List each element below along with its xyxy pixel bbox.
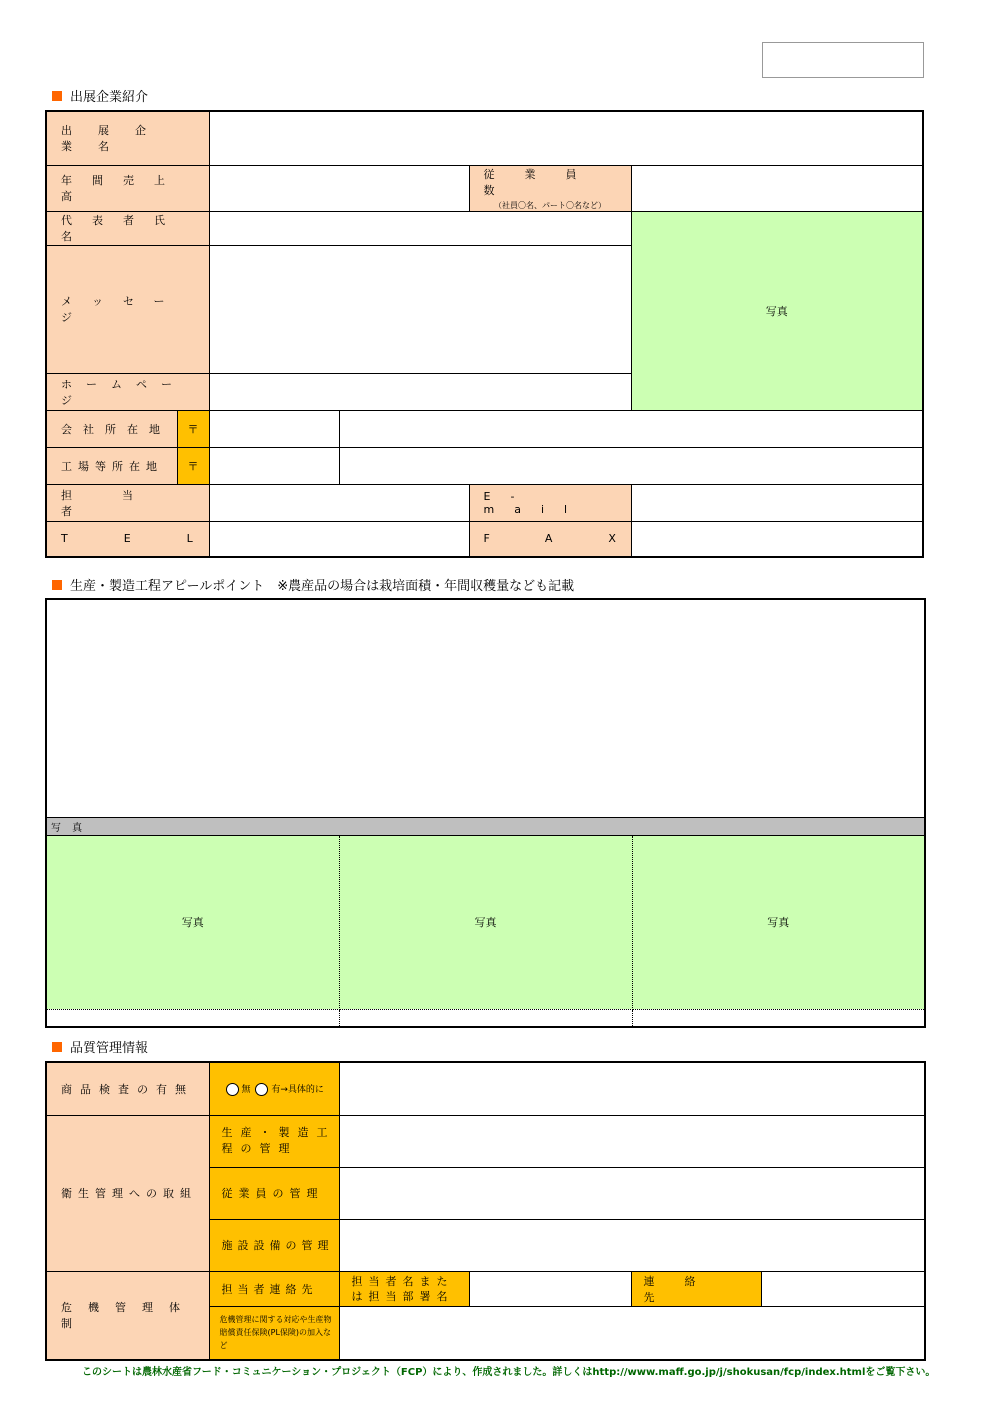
- section-heading-company: [52, 86, 148, 105]
- representative-label: 代表者氏名: [46, 211, 209, 245]
- option-no-radio[interactable]: [226, 1083, 239, 1096]
- quality-table: [45, 1061, 926, 1361]
- crisis-contact-field[interactable]: [761, 1271, 925, 1306]
- crisis-person-field[interactable]: [469, 1271, 631, 1306]
- photo-label: 写真: [765, 304, 788, 318]
- crisis-person-label: 担当者名または担当部署名: [339, 1271, 469, 1306]
- option-yes-radio[interactable]: [255, 1083, 268, 1096]
- section-marker-icon: [52, 91, 62, 101]
- section-title: 生産・製造工程アピールポイント ※農産品の場合は栽培面積・年間収穫量なども記載: [70, 579, 575, 594]
- appeal-caption-2[interactable]: [339, 1009, 632, 1027]
- email-field[interactable]: [631, 484, 923, 521]
- crisis-insurance-label: 危機管理に関する対応や生産物賠償責任保険(PL保険)の加入など: [209, 1306, 339, 1360]
- office-address-field[interactable]: [339, 410, 923, 447]
- appeal-caption-1[interactable]: [46, 1009, 339, 1027]
- tel-label: TEL: [46, 521, 209, 557]
- fax-label: FAX: [469, 521, 631, 557]
- factory-address-field[interactable]: [339, 447, 923, 484]
- company-name-field[interactable]: [209, 111, 923, 165]
- crisis-contact-label: 担当者連絡先: [209, 1271, 339, 1306]
- employees-field[interactable]: [631, 165, 923, 211]
- section-title: 出展企業紹介: [70, 90, 149, 105]
- office-address-label: 会社所在地: [46, 410, 177, 447]
- hygiene-staff-label: 従業員の管理: [209, 1167, 339, 1219]
- homepage-label: ホームページ: [46, 373, 209, 410]
- fax-field[interactable]: [631, 521, 923, 557]
- annual-sales-field[interactable]: [209, 165, 469, 211]
- representative-field[interactable]: [209, 211, 631, 245]
- appeal-photo-1[interactable]: 写真: [46, 835, 339, 1009]
- contact-person-field[interactable]: [209, 484, 469, 521]
- message-field[interactable]: [209, 245, 631, 373]
- appeal-caption-3[interactable]: [632, 1009, 925, 1027]
- hygiene-facility-field[interactable]: [339, 1219, 925, 1271]
- inspection-detail-field[interactable]: [339, 1062, 925, 1115]
- appeal-photo-3[interactable]: 写真: [632, 835, 925, 1009]
- section-heading-appeal: [52, 575, 574, 594]
- hygiene-staff-field[interactable]: [339, 1167, 925, 1219]
- hygiene-process-label: 生産・製造工程の管理: [209, 1115, 339, 1167]
- company-info-table: [45, 110, 924, 558]
- hygiene-facility-label: 施設設備の管理: [209, 1219, 339, 1271]
- factory-postal-mark: 〒: [177, 447, 209, 484]
- employees-label: 従業員数 （社員〇名、パート〇名など）: [469, 165, 631, 211]
- crisis-insurance-field[interactable]: [339, 1306, 925, 1360]
- crisis-contact-to-label: 連絡先: [631, 1271, 761, 1306]
- section-marker-icon: [52, 580, 62, 590]
- hygiene-label: 衛生管理への取組: [46, 1115, 209, 1271]
- message-label: メッセージ: [46, 245, 209, 373]
- homepage-field[interactable]: [209, 373, 631, 410]
- document-number-box[interactable]: [762, 42, 924, 78]
- office-postal-code-field[interactable]: [209, 410, 339, 447]
- inspection-options: [209, 1062, 339, 1115]
- appeal-text-field[interactable]: [46, 599, 925, 817]
- inspection-label: 商品検査の有無: [46, 1062, 209, 1115]
- section-heading-quality: [52, 1037, 148, 1056]
- appeal-table: [45, 598, 926, 1028]
- company-name-label: 出展企業名: [46, 111, 209, 165]
- footer-note: このシートは農林水産省フード・コミュニケーション・プロジェクト（FCP）により、作成されました。詳しくはhttp://www.maff.go.jp/j/shokusan/fcp/index.htmlをご覧下さい。: [82, 1367, 936, 1378]
- hygiene-process-field[interactable]: [339, 1115, 925, 1167]
- section-marker-icon: [52, 1042, 62, 1052]
- contact-person-label: 担当者: [46, 484, 209, 521]
- company-photo[interactable]: [631, 211, 923, 410]
- photo-bar: 写 真: [46, 817, 925, 835]
- option-yes-label: 有→具体的に: [271, 1084, 324, 1095]
- annual-sales-label: 年間売上高: [46, 165, 209, 211]
- email-label: E-mail: [469, 484, 631, 521]
- factory-address-label: 工場等所在地: [46, 447, 177, 484]
- section-title: 品質管理情報: [70, 1041, 149, 1056]
- option-no-label: 無: [241, 1084, 251, 1095]
- appeal-photo-2[interactable]: 写真: [339, 835, 632, 1009]
- crisis-label: 危機管理体制: [46, 1271, 209, 1360]
- employees-note: （社員〇名、パート〇名など）: [494, 200, 606, 210]
- office-postal-mark: 〒: [177, 410, 209, 447]
- factory-postal-code-field[interactable]: [209, 447, 339, 484]
